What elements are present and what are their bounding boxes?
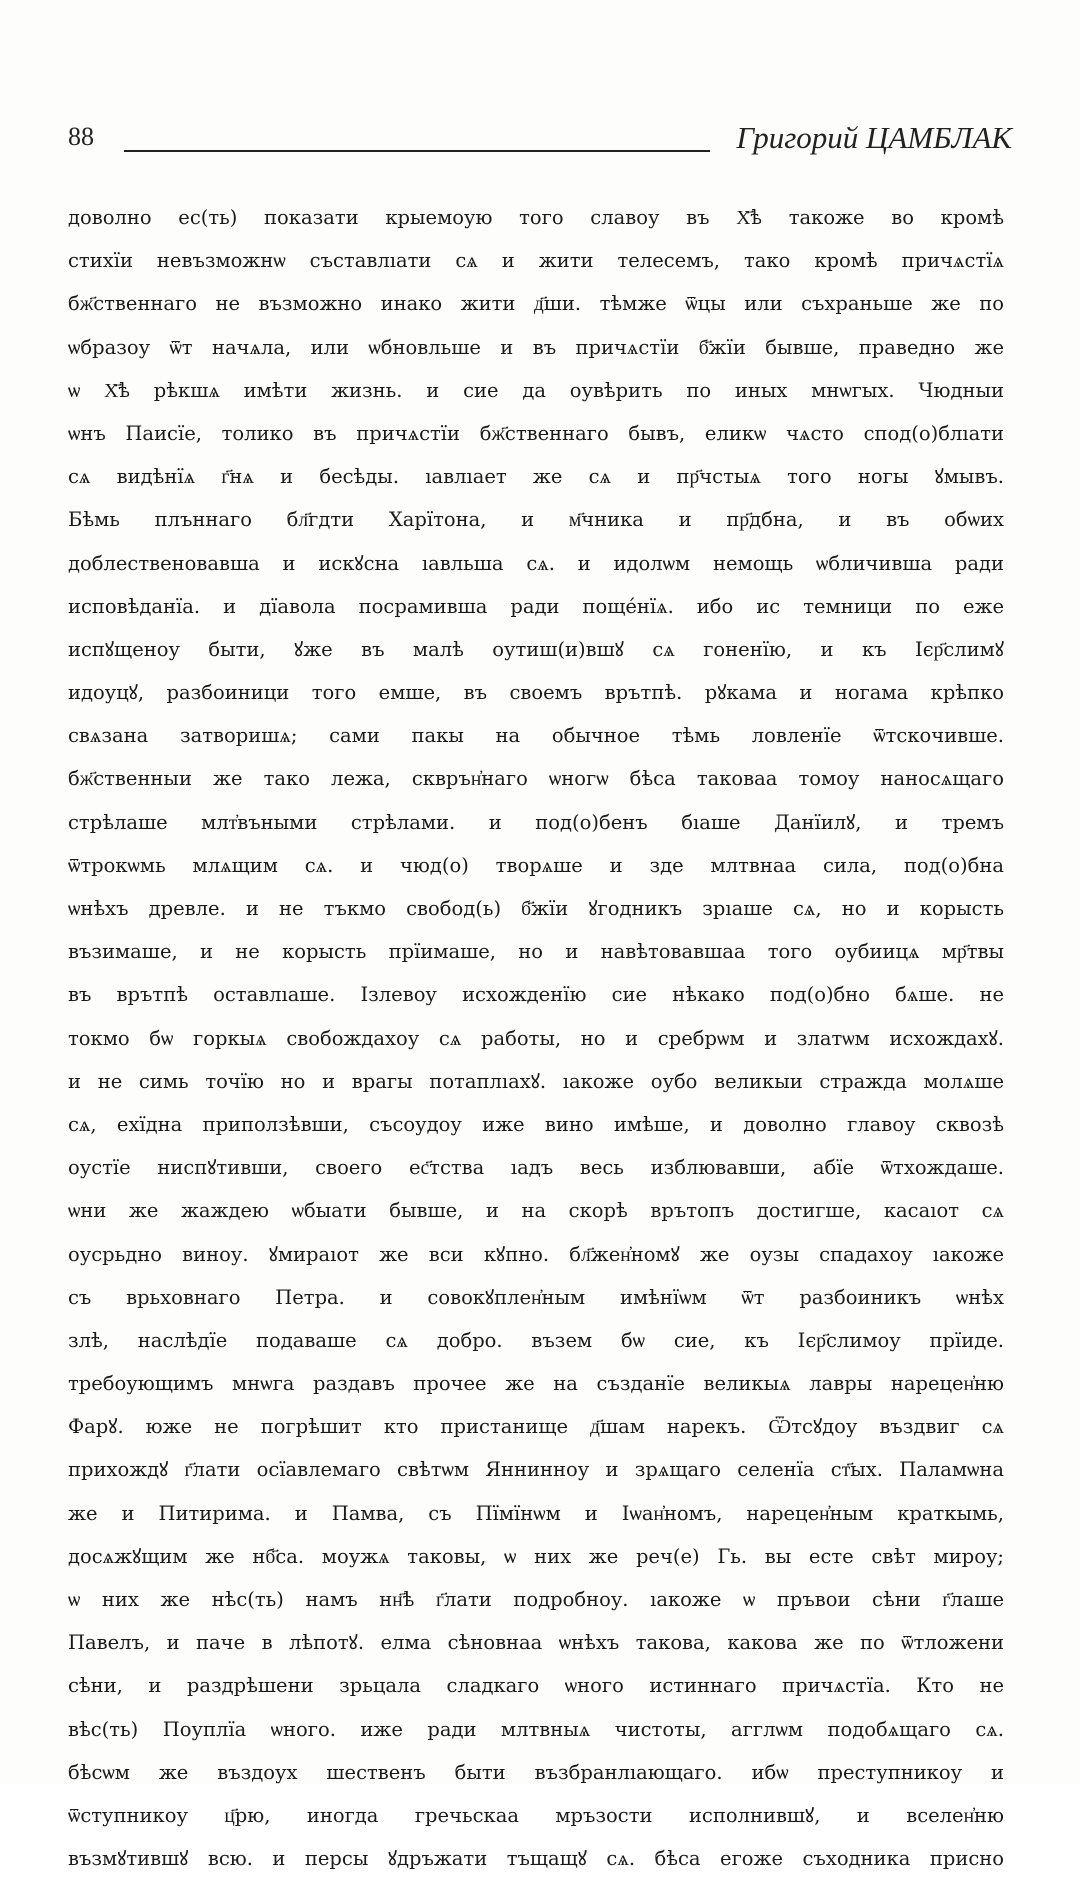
text-line: въ врътпѣ оставлıаше. Ізлевоу исхожденїю сие нѣкако под(о)бно бѧше. не: [68, 983, 1004, 1007]
text-line: ѿступникоу ц҃рю, иногда гречьскаа мръзости исполнившꙋ, и вселен҆ню: [68, 1803, 1004, 1827]
text-line: ѡ них же нѣс(ть) намъ нн҃ѣ г҃лати подробноу. ıакоже ѡ пръвои сѣни г҃лаше: [68, 1588, 1004, 1611]
text-line: досѧжꙋщим же нб҃са. моужѧ таковы, ѡ них же реч(е) Гь. вы есте свѣт мироу;: [68, 1544, 1004, 1568]
header-rule: [124, 150, 710, 152]
text-line: възмꙋтившꙋ всю. и персы ꙋдръжати тъщащꙋ сѧ. бѣса егоже съходника присно: [68, 1847, 1004, 1871]
text-line: вѣс(ть) Поуплїа ѡного. иже ради млтвныѧ чистоты, агглѡм подобѧщаго сѧ.: [68, 1717, 1004, 1741]
text-line: прихождꙋ г҃лати осїавлемаго свѣтѡм Яннинноу и зрѧщаго селенїа ст҃ых. Паламѡна: [68, 1458, 1004, 1482]
text-line: требоующимъ мнѡга раздавъ прочее же на създанїе великыѧ лавры нарецен҆ню: [68, 1372, 1004, 1396]
text-line: съ врьховнаго Петра. и совокꙋплен҆ным имѣнїѡм ѿт разбоиникъ ѡнѣх: [68, 1285, 1004, 1309]
text-line: испꙋщеноу быти, ꙋже въ малѣ оутиш(и)вшꙋ сѧ гоненїю, и къ Ієр҃слимꙋ: [68, 637, 1004, 661]
text-line: ѡнѣхъ древле. и не тъкмо свобод(ь) б҃жїи ꙋгодникъ зрıаше сѧ, но и корысть: [68, 897, 1004, 920]
text-line: Бѣмь плъннаго бл҃гдти Харїтона, и м҃чника и пр҃дбна, и въ обѡих: [68, 508, 1004, 532]
text-line: сѣни, и раздрѣшени зрьцала сладкаго ѡного истиннаго причѧстїа. Кто не: [68, 1674, 1004, 1698]
text-line: Фарꙋ. юже не погрѣшит кто пристанище д҃шам нарекъ. Ѿтсꙋдоу въздвиг сѧ: [68, 1415, 1004, 1439]
text-line: злѣ, наслѣдїе подаваше сѧ добро. възем бѡ сие, къ Ієр҃слимоу прїиде.: [68, 1328, 1004, 1352]
text-line: ѡни же жаждею ѡбыати бывше, и на скорѣ врътопъ достигше, касаıот сѧ: [68, 1199, 1004, 1223]
text-line: сѧ, ехїдна приползѣвши, съсоудоу иже вино имѣше, и доволно главоу сквозѣ: [68, 1112, 1004, 1136]
text-line: Павелъ, и паче в лѣпотꙋ. елма сѣновнаа ѡнѣхъ такова, какова же по ѿтложени: [68, 1631, 1004, 1655]
text-line: сѧ видѣнїѧ г҃нѧ и бесѣды. ıавлıает же сѧ и пр҃чстыѧ того ногы ꙋмывъ.: [68, 465, 1004, 489]
text-line: же и Питирима. и Памва, съ Пїмїнѡм и Іѡан҆номъ, нарецен҆ным краткымь,: [68, 1501, 1004, 1525]
text-line: бж҃ственныи же тако лежа, скврън҆наго ѡногѡ бѣса таковаа томоу наносѧщаго: [68, 767, 1004, 791]
text-line: токмо бѡ горкыѧ свобождахоу сѧ работы, но и сребрѡм и златѡм исхождахꙋ.: [68, 1026, 1004, 1050]
text-line: бѣсѡм же въздоух шественъ быти възбранлıающаго. ибѡ преступникоу и: [68, 1760, 1004, 1784]
text-line: и не симь точїю но и врагы потаплıахꙋ. ıакоже оубо великыи стражда молѧше: [68, 1069, 1004, 1093]
running-header: [68, 118, 1012, 162]
page-number: 88: [68, 122, 94, 151]
text-line: ѡбразоу ѿт начѧла, или ѡбновльше и въ причѧстїи б҃жїи бывше, праведно же: [68, 335, 1004, 359]
text-line: идоуцꙋ, разбоиници того емше, въ своемъ врътпѣ. рꙋкама и ногама крѣпко: [68, 681, 1004, 705]
text-line: бж҃ственнаго не възможно инако жити д҃ши. тѣмже ѿцы или съхраньше же по: [68, 292, 1004, 316]
text-line: ѡнъ Паисїе, толико въ причѧстїи бж҃ственнаго бывъ, еликѡ чѧсто спод(о)блıати: [68, 421, 1004, 445]
text-line: стрѣлаше млт҆въными стрѣлами. и под(о)бенъ бıаше Данїилꙋ, и тремъ: [68, 810, 1004, 834]
text-line: исповѣданїа. и дїавола посрамивша ради поще́нїѧ. ибо ис темници по еже: [68, 594, 1004, 618]
text-line: възимаше, и не корысть прїимаше, но и навѣтовавшаа того оубиицѧ мр҃твы: [68, 940, 1004, 964]
text-line: оустїе ниспꙋтивши, своего ес҃тства ıадъ весь изблювавши, абїе ѿтхождаше.: [68, 1156, 1004, 1180]
text-line: стихїи невъзможнѡ съставлıати сѧ и жити телесемъ, тако кромѣ причѧстїѧ: [68, 249, 1004, 273]
text-line: ѿтрокѡмь млѧщим сѧ. и чюд(о) творѧше и зде млтвнаа сила, под(о)бна: [68, 853, 1004, 877]
text-line: доволно ес(ть) показати крыемоую того славоу въ Х҃ѣ такоже во кромѣ: [68, 206, 1004, 229]
text-line: оусрьдно виноу. ꙋмираıот же вси кꙋпно. бл҃жен҆номꙋ же оузы спадахоу ıакоже: [68, 1242, 1004, 1266]
running-title: Григорий ЦАМБЛАК: [736, 120, 1012, 155]
body-text: [68, 196, 1004, 1880]
text-line: ѡ Х҃ѣ рѣкшѧ имѣти жизнь. и сие да оувѣрить по иных мнѡгых. Чюдныи: [68, 378, 1004, 402]
text-line: свѧзана затворишѧ; сами пакы на обычное тѣмь ловленїе ѿтскочивше.: [68, 724, 1004, 748]
text-line: доблественовавша и искꙋсна ıавльша сѧ. и идолѡм немощь ѡбличивша ради: [68, 551, 1004, 575]
